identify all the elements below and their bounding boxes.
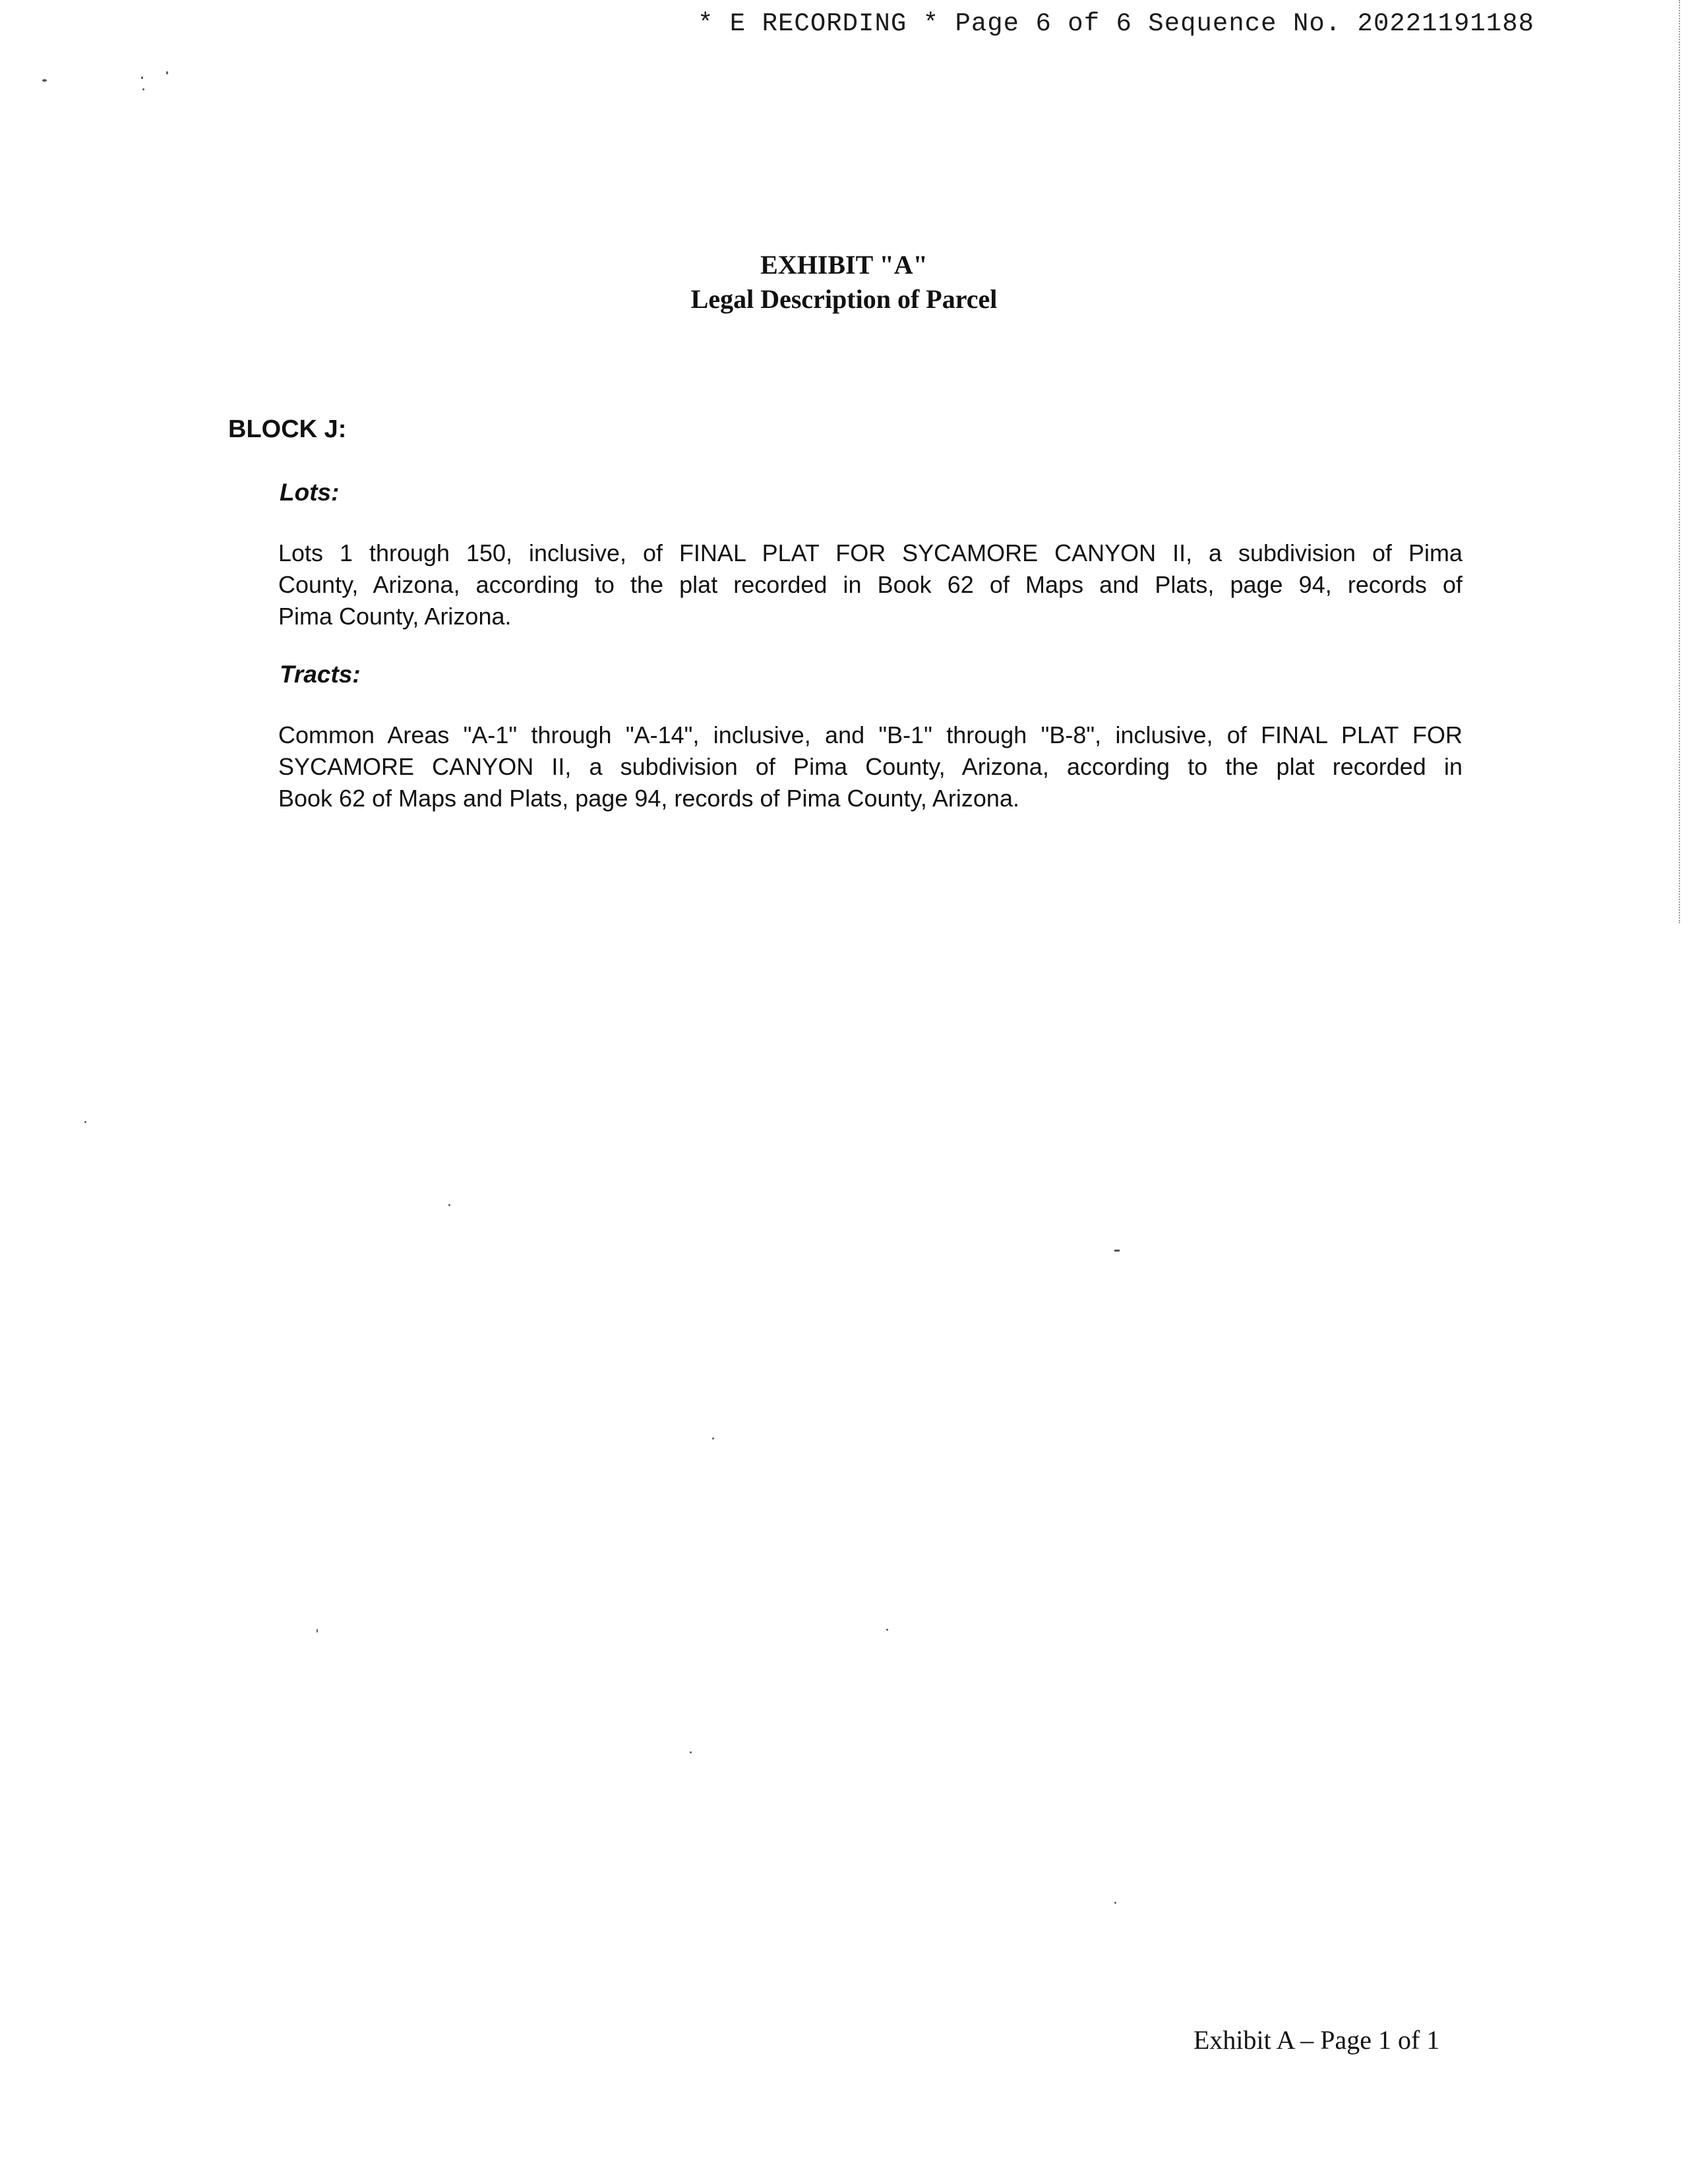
scan-speck bbox=[448, 1204, 450, 1206]
scan-speck bbox=[42, 79, 47, 82]
tracts-paragraph bbox=[278, 719, 1462, 814]
scan-speck bbox=[84, 1121, 86, 1123]
scan-speck bbox=[1114, 1902, 1116, 1904]
scan-speck bbox=[166, 71, 168, 75]
tracts-line-1: Common Areas "A-1" through "A-14", inclusive, and "B-1" through "B-8", inclusive, of FINAL PLAT FOR bbox=[278, 721, 1462, 748]
scan-speck bbox=[142, 88, 144, 90]
exhibit-title: EXHIBIT "A" bbox=[760, 250, 928, 280]
scan-speck bbox=[886, 1629, 888, 1631]
scan-edge-artifact bbox=[1679, 0, 1681, 923]
exhibit-title-block bbox=[0, 248, 1688, 317]
lots-line-1: Lots 1 through 150, inclusive, of FINAL PLAT FOR SYCAMORE CANYON II, a subdivision of Pima bbox=[278, 539, 1462, 566]
tracts-line-2: SYCAMORE CANYON II, a subdivision of Pima County, Arizona, according to the plat recorded in bbox=[278, 753, 1462, 780]
scan-speck bbox=[712, 1438, 714, 1440]
scan-speck bbox=[141, 76, 143, 79]
tracts-heading: Tracts: bbox=[280, 661, 361, 688]
lots-line-2: County, Arizona, according to the plat recorded in Book 62 of Maps and Plats, page 94, records of bbox=[278, 571, 1462, 598]
lots-line-3: Pima County, Arizona. bbox=[278, 603, 512, 630]
block-heading: BLOCK J: bbox=[228, 415, 347, 443]
exhibit-subtitle: Legal Description of Parcel bbox=[690, 284, 998, 314]
scan-speck bbox=[1114, 1250, 1120, 1252]
lots-paragraph bbox=[278, 537, 1462, 632]
scan-speck bbox=[316, 1629, 318, 1633]
recording-stamp: * E RECORDING * Page 6 of 6 Sequence No. 20221191188 bbox=[698, 9, 1534, 38]
tracts-line-3: Book 62 of Maps and Plats, page 94, records of Pima County, Arizona. bbox=[278, 785, 1019, 812]
scan-speck bbox=[690, 1751, 692, 1753]
lots-heading: Lots: bbox=[280, 479, 340, 506]
page-footer: Exhibit A – Page 1 of 1 bbox=[1193, 2025, 1440, 2055]
